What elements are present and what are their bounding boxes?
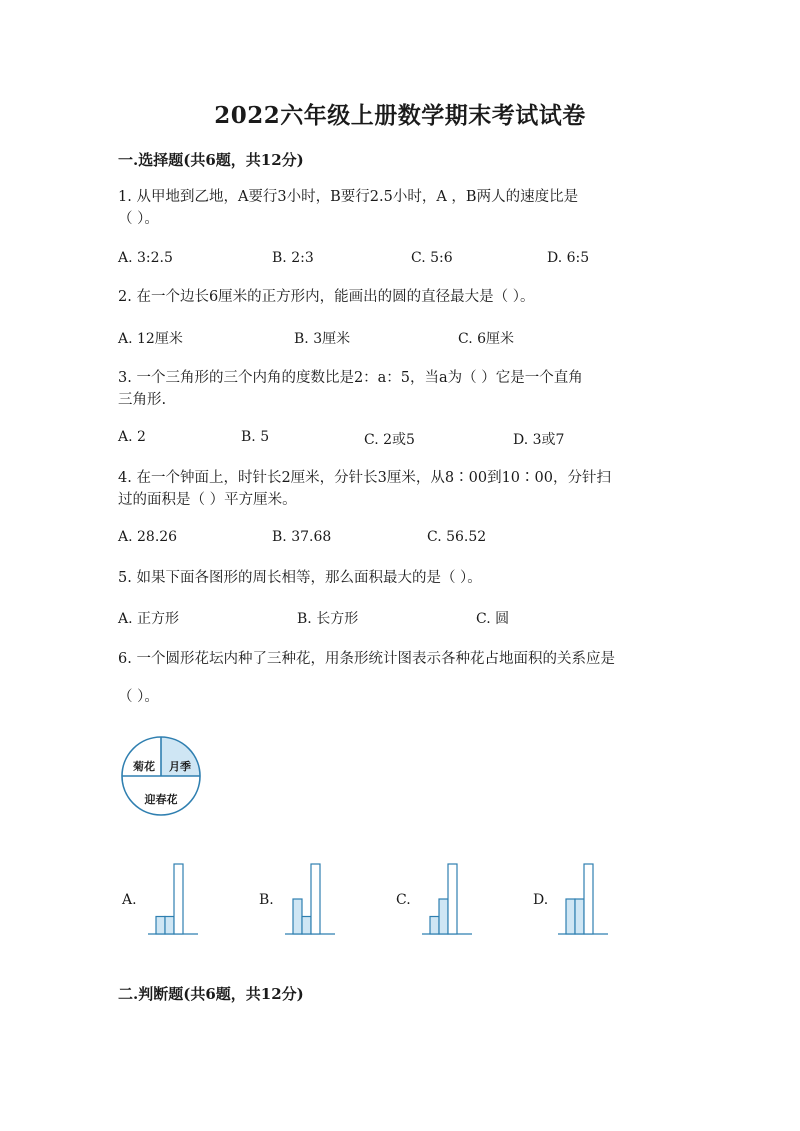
q6-option-d-label[interactable]: D. [533,892,549,908]
chart-bar-2 [575,899,584,934]
chart-bar-2 [302,917,311,935]
question-6-text: 6. 一个圆形花坛内种了三种花，用条形统计图表示各种花占地面积的关系应是 [118,651,615,667]
pie-label-yueji: 月季 [169,760,191,773]
question-1-text: 1. 从甲地到乙地，A要行3小时，B要行2.5小时，A ，B两人的速度比是 [118,189,579,205]
section-heading-choice: 一.选择题(共6题，共12分) [118,151,304,169]
q4-option-a[interactable]: A. 28.26 [118,529,178,545]
chart-bar-1 [566,899,575,934]
q6-option-a-chart[interactable] [148,862,198,938]
question-3-text-cont: 三角形. [118,392,167,408]
chart-bar-3 [584,864,593,934]
q3-option-b[interactable]: B. 5 [241,429,270,445]
question-2-text: 2. 在一个边长6厘米的正方形内，能画出的圆的直径最大是（ ）。 [118,289,535,305]
question-6-blank: （ ）。 [118,689,159,705]
q3-option-c[interactable]: C. 2或5 [364,432,415,448]
q6-option-d-chart[interactable] [558,862,608,938]
chart-bar-1 [156,917,165,935]
q1-option-d[interactable]: D. 6:5 [547,250,590,266]
q6-option-a-label[interactable]: A. [122,892,137,908]
flower-bed-circle-diagram [118,733,204,819]
question-4-text-cont: 过的面积是（ ）平方厘米。 [118,492,297,508]
q5-option-a[interactable]: A. 正方形 [118,611,180,627]
question-1-blank: （ ）。 [118,211,159,227]
q6-option-b-chart[interactable] [285,862,335,938]
chart-bar-3 [174,864,183,934]
q3-option-a[interactable]: A. 2 [118,429,146,445]
chart-bar-2 [165,917,174,935]
chart-bar-3 [448,864,457,934]
q1-option-a[interactable]: A. 3:2.5 [118,250,173,266]
q2-option-b[interactable]: B. 3厘米 [294,331,351,347]
q5-option-b[interactable]: B. 长方形 [297,611,359,627]
question-4-text: 4. 在一个钟面上，时针长2厘米，分针长3厘米，从8∶00到10∶00，分针扫 [118,470,611,486]
q5-option-c[interactable]: C. 圆 [476,611,510,627]
chart-bar-1 [430,917,439,935]
q4-option-b[interactable]: B. 37.68 [272,529,332,545]
q3-option-d[interactable]: D. 3或7 [513,432,565,448]
q1-option-c[interactable]: C. 5:6 [411,250,453,266]
chart-bar-3 [311,864,320,934]
question-5-text: 5. 如果下面各图形的周长相等，那么面积最大的是（ ）。 [118,570,482,586]
q2-option-a[interactable]: A. 12厘米 [118,331,183,347]
pie-label-juhua: 菊花 [133,760,155,773]
page-title: 2022六年级上册数学期末考试试卷 [214,102,586,129]
question-3-text: 3. 一个三角形的三个内角的度数比是2：a：5，当a为（ ）它是一个直角 [118,370,583,386]
q6-option-c-label[interactable]: C. [396,892,411,908]
section-heading-judgement: 二.判断题(共6题，共12分) [118,985,304,1003]
q4-option-c[interactable]: C. 56.52 [427,529,487,545]
chart-bar-1 [293,899,302,934]
q6-option-c-chart[interactable] [422,862,472,938]
chart-bar-2 [439,899,448,934]
q2-option-c[interactable]: C. 6厘米 [458,331,515,347]
q1-option-b[interactable]: B. 2:3 [272,250,314,266]
q6-option-b-label[interactable]: B. [259,892,274,908]
pie-label-yingchunhua: 迎春花 [144,793,178,806]
